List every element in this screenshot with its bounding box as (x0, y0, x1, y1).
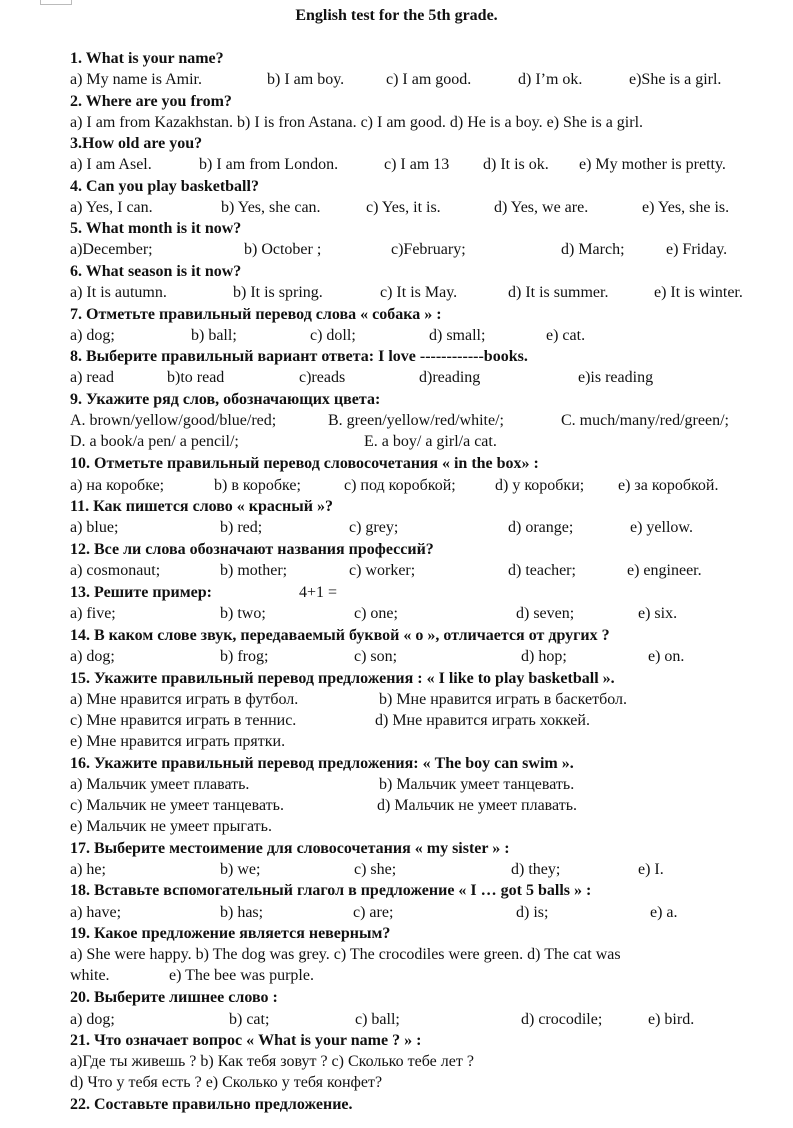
question-5: 5. What month is it now? (70, 220, 242, 237)
answer-option: c) It is May. (380, 284, 458, 301)
answer-option: b) ball; (191, 327, 237, 344)
question-22: 22. Составьте правильно предложение. (70, 1096, 353, 1113)
answer-continuation: white. (70, 967, 110, 984)
answers-2: a) I am from Kazakhstan. b) I is fron Astana. c) I am good. d) He is a boy. e) She is a girl. (70, 114, 644, 131)
answer-option: e) Friday. (666, 241, 728, 258)
answer-option: c) I am good. (386, 71, 472, 88)
answer-option: a) read (70, 369, 114, 386)
answer-option: a) dog; (70, 1011, 115, 1028)
question-12: 12. Все ли слова обозначают названия профессий? (70, 541, 434, 558)
answer-option: d) is; (516, 904, 549, 921)
answer-option: d) teacher; (508, 562, 576, 579)
question-18: 18. Вставьте вспомогательный глагол в предложение « I … got 5 balls » : (70, 882, 592, 899)
answer-option: e) six. (638, 605, 678, 622)
answer-option: d) seven; (516, 605, 575, 622)
question-15: 15. Укажите правильный перевод предложения : « I like to play basketball ». (70, 670, 615, 687)
answer-option: e) yellow. (630, 519, 693, 536)
answer-option: d) crocodile; (521, 1011, 603, 1028)
answer-option: d) small; (429, 327, 486, 344)
question-20: 20. Выберите лишнее слово : (70, 989, 278, 1006)
answer-option: E. a boy/ a girl/a cat. (364, 433, 497, 450)
answer-option: e) The bee was purple. (169, 967, 314, 984)
answer-option: c) Yes, it is. (366, 199, 441, 216)
answer-option: e) on. (648, 648, 685, 665)
answer-option: a) Мальчик умеет плавать. (70, 776, 250, 793)
answer-option: a) I am Asel. (70, 156, 152, 173)
answer-option: a) five; (70, 605, 116, 622)
answer-option: b) Yes, she can. (221, 199, 321, 216)
answer-option: c) под коробкой; (344, 477, 456, 494)
answer-option: c) Мальчик не умеет танцевать. (70, 797, 284, 814)
answers-19-line1: a) She were happy. b) The dog was grey. c) The crocodiles were green. d) The cat was (70, 946, 621, 963)
question-3: 3.How old are you? (70, 135, 203, 152)
answer-option: a) на коробке; (70, 477, 165, 494)
answer-option: c) worker; (349, 562, 416, 579)
answer-option: d) orange; (508, 519, 574, 536)
answer-option: a) My name is Amir. (70, 71, 202, 88)
answer-option: c) she; (354, 861, 397, 878)
answer-option: c) son; (354, 648, 398, 665)
answer-option: e) My mother is pretty. (579, 156, 726, 173)
answers-21-line1: a)Где ты живешь ? b) Как тебя зовут ? c) Сколько тебе лет ? (70, 1053, 474, 1070)
answer-option: e) engineer. (627, 562, 702, 579)
answer-option: c) one; (354, 605, 398, 622)
answer-option: c) doll; (310, 327, 356, 344)
answer-option: a) It is autumn. (70, 284, 167, 301)
page-corner-mark (40, 0, 72, 5)
answer-option: a)December; (70, 241, 153, 258)
answer-option: c) are; (353, 904, 394, 921)
page-title: English test for the 5th grade. (295, 7, 498, 24)
answer-option: d) Yes, we are. (494, 199, 589, 216)
answer-option: e) за коробкой. (618, 477, 719, 494)
question-21: 21. Что означает вопрос « What is your name ? » : (70, 1032, 422, 1049)
answer-option: a) blue; (70, 519, 119, 536)
answer-option: b) в коробке; (214, 477, 301, 494)
answer-option: a) dog; (70, 648, 115, 665)
answer-option: d)reading (419, 369, 481, 386)
question-6: 6. What season is it now? (70, 263, 242, 280)
question-14: 14. В каком слове звук, передаваемый буквой « о », отличается от других ? (70, 627, 610, 644)
answer-option: e) It is winter. (654, 284, 743, 301)
answers-15-line3: e) Мне нравится играть прятки. (70, 733, 286, 750)
answer-option: b) It is spring. (233, 284, 323, 301)
answer-option: d) Мне нравится играть хоккей. (375, 712, 590, 729)
answer-option: e)is reading (578, 369, 654, 386)
answer-option: b) I am boy. (267, 71, 345, 88)
answer-option: b) mother; (220, 562, 288, 579)
question-2: 2. Where are you from? (70, 93, 232, 110)
answer-option: a) have; (70, 904, 122, 921)
answer-option: b)to read (167, 369, 225, 386)
question-13-text: 13. Решите пример: (70, 584, 212, 601)
answer-option: d) Мальчик не умеет плавать. (377, 797, 577, 814)
answer-option: d) March; (561, 241, 625, 258)
answer-option: C. much/many/red/green/; (561, 412, 729, 429)
answer-option: d) they; (511, 861, 561, 878)
question-9: 9. Укажите ряд слов, обозначающих цвета: (70, 391, 381, 408)
answer-option: a) Yes, I can. (70, 199, 153, 216)
answer-option: a) Мне нравится играть в футбол. (70, 691, 299, 708)
answer-option: A. brown/yellow/good/blue/red; (70, 412, 277, 429)
answer-option: e)She is a girl. (629, 71, 722, 88)
answer-option: e) a. (650, 904, 678, 921)
answer-option: e) cat. (546, 327, 586, 344)
answer-option: b) cat; (229, 1011, 270, 1028)
answer-option: a) cosmonaut; (70, 562, 161, 579)
answer-option: c) Мне нравится играть в теннис. (70, 712, 297, 729)
answer-option: c) I am 13 (384, 156, 450, 173)
answers-21-line2: d) Что у тебя есть ? e) Сколько у тебя конфет? (70, 1074, 383, 1091)
question-1: 1. What is your name? (70, 50, 224, 67)
answer-option: e) I. (638, 861, 664, 878)
question-7: 7. Отметьте правильный перевод слова « собака » : (70, 306, 442, 323)
math-expression: 4+1 = (299, 584, 338, 601)
answer-option: b) I am from London. (199, 156, 339, 173)
answer-option: d) It is ok. (483, 156, 549, 173)
question-19: 19. Какое предложение является неверным? (70, 925, 391, 942)
answer-option: c) grey; (349, 519, 399, 536)
question-10: 10. Отметьте правильный перевод словосочетания « in the box» : (70, 455, 539, 472)
answer-option: a) dog; (70, 327, 115, 344)
question-8: 8. Выберите правильный вариант ответа: I love ------------books. (70, 348, 528, 365)
answer-option: b) October ; (244, 241, 322, 258)
answer-option: e) Yes, she is. (642, 199, 730, 216)
answer-option: d) It is summer. (508, 284, 609, 301)
answer-option: e) bird. (648, 1011, 695, 1028)
answer-option: c)reads (299, 369, 346, 386)
answers-16-line3: e) Мальчик не умеет прыгать. (70, 818, 272, 835)
answer-option: b) we; (220, 861, 261, 878)
answer-option: B. green/yellow/red/white/; (328, 412, 504, 429)
answer-option: b) Мне нравится играть в баскетбол. (379, 691, 628, 708)
answer-option: d) у коробки; (495, 477, 585, 494)
answer-option: b) frog; (220, 648, 269, 665)
question-11: 11. Как пишется слово « красный »? (70, 498, 333, 515)
answer-option: D. a book/a pen/ a pencil/; (70, 433, 239, 450)
question-4: 4. Can you play basketball? (70, 178, 259, 195)
answer-option: c) ball; (355, 1011, 400, 1028)
answer-option: d) I’m ok. (518, 71, 583, 88)
answer-option: a) he; (70, 861, 106, 878)
question-16: 16. Укажите правильный перевод предложения: « The boy can swim ». (70, 755, 574, 772)
answer-option: d) hop; (521, 648, 567, 665)
question-17: 17. Выберите местоимение для словосочетания « my sister » : (70, 840, 510, 857)
answer-option: b) red; (220, 519, 263, 536)
answer-option: b) has; (220, 904, 264, 921)
answer-option: b) Мальчик умеет танцевать. (379, 776, 575, 793)
answer-option: c)February; (391, 241, 466, 258)
answer-option: b) two; (220, 605, 266, 622)
